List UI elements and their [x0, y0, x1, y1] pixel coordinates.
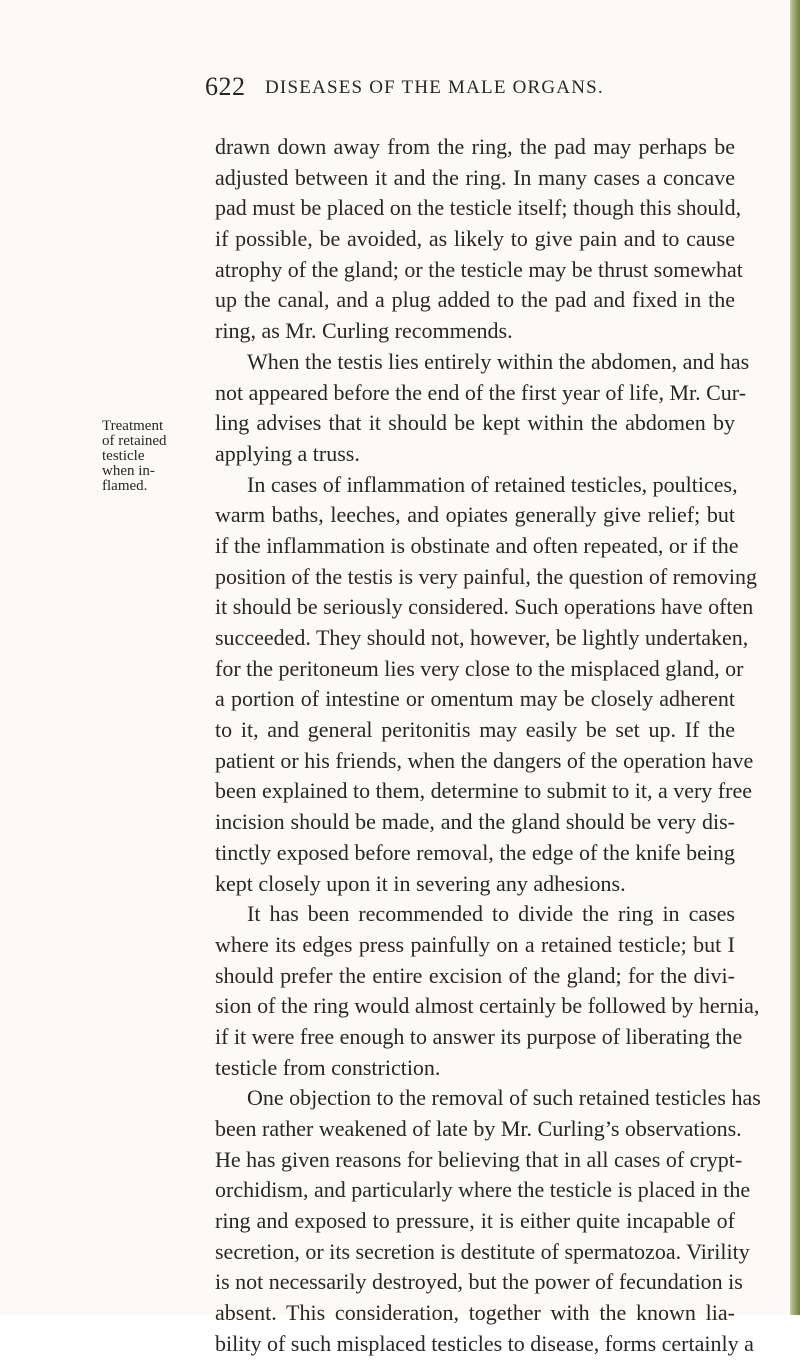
body-text — [215, 132, 761, 1360]
text-line: succeeded. They should not, however, be lightly undertaken, — [215, 625, 749, 650]
text-line: secretion, or its secretion is destitute of spermatozoa. Virility — [215, 1238, 750, 1264]
text-line: drawn down away from the ring, the pad may perhaps be — [215, 134, 735, 159]
text-line: ling advises that it should be kept within the abdomen by — [215, 410, 735, 436]
text-line: been explained to them, determine to submit to it, a very free — [215, 778, 752, 804]
text-line: ring and exposed to pressure, it is either quite incapable of — [215, 1208, 735, 1234]
text-line: to it, and general peritonitis may easily be set up. If the — [215, 717, 735, 743]
text-line: orchidism, and particularly where the testicle is placed in the — [215, 1177, 751, 1203]
text-line: absent. This consideration, together with the known lia- — [215, 1300, 735, 1326]
text-line: not appeared before the end of the first year of life, Mr. Cur- — [215, 379, 747, 405]
text-line: sion of the ring would almost certainly be followed by hernia, — [215, 993, 760, 1019]
text-line: pad must be placed on the testicle itself; though this should, — [215, 195, 742, 221]
text-line: When the testis lies entirely within the abdomen, and has — [247, 348, 750, 374]
text-line: atrophy of the gland; or the testicle may be thrust somewhat — [215, 256, 743, 282]
text-line: He has given reasons for believing that in all cases of crypt- — [215, 1146, 743, 1172]
text-line: should prefer the entire excision of the gland; for the divi- — [215, 962, 735, 988]
margin-note-line: testicle — [102, 448, 145, 464]
text-line: It has been recommended to divide the ring in cases — [247, 901, 735, 927]
text-line: testicle from constriction. — [215, 1054, 441, 1080]
text-line: where its edges press painfully on a retained testicle; but I — [215, 931, 735, 957]
text-line: if possible, be avoided, as likely to give pain and to cause — [215, 226, 735, 252]
margin-note-line: flamed. — [102, 478, 148, 494]
text-line: it should be seriously considered. Such operations have often — [215, 594, 754, 620]
text-line: is not necessarily destroyed, but the power of fecundation is — [215, 1269, 743, 1295]
margin-note — [102, 419, 212, 494]
text-line: applying a truss. — [215, 440, 360, 466]
margin-note-line: Treatment — [102, 418, 164, 434]
text-line: One objection to the removal of such retained testicles has — [247, 1085, 761, 1111]
text-line: bility of such misplaced testicles to disease, forms certainly a — [215, 1330, 754, 1356]
text-line: incision should be made, and the gland should be very dis- — [215, 809, 735, 835]
margin-note-line: when in- — [102, 463, 155, 479]
text-line: up the canal, and a plug added to the pad and fixed in the — [215, 287, 735, 313]
page-header — [205, 72, 745, 106]
text-line: kept closely upon it in severing any adhesions. — [215, 870, 626, 896]
text-line: ring, as Mr. Curling recommends. — [215, 318, 513, 344]
text-line: In cases of inflammation of retained testicles, poultices, — [247, 471, 738, 497]
text-line: warm baths, leeches, and opiates generally give relief; but — [215, 502, 735, 528]
page-edge — [790, 0, 800, 1315]
text-line: tinctly exposed before removal, the edge of the knife being — [215, 839, 735, 865]
text-line: patient or his friends, when the dangers of the operation have — [215, 747, 754, 773]
running-title: DISEASES OF THE MALE ORGANS. — [265, 77, 604, 98]
text-line: adjusted between it and the ring. In many cases a concave — [215, 164, 735, 190]
text-line: for the peritoneum lies very close to the misplaced gland, or — [215, 655, 744, 681]
text-line: been rather weakened of late by Mr. Curling’s observations. — [215, 1116, 742, 1141]
page-number: 622 — [205, 72, 246, 101]
text-line: a portion of intestine or omentum may be closely adherent — [215, 686, 735, 712]
text-line: if the inflammation is obstinate and often repeated, or if the — [215, 532, 739, 558]
margin-note-line: of retained — [102, 433, 167, 449]
text-line: position of the testis is very painful, the question of removing — [215, 563, 757, 589]
text-line: if it were free enough to answer its purpose of liberating the — [215, 1023, 743, 1049]
